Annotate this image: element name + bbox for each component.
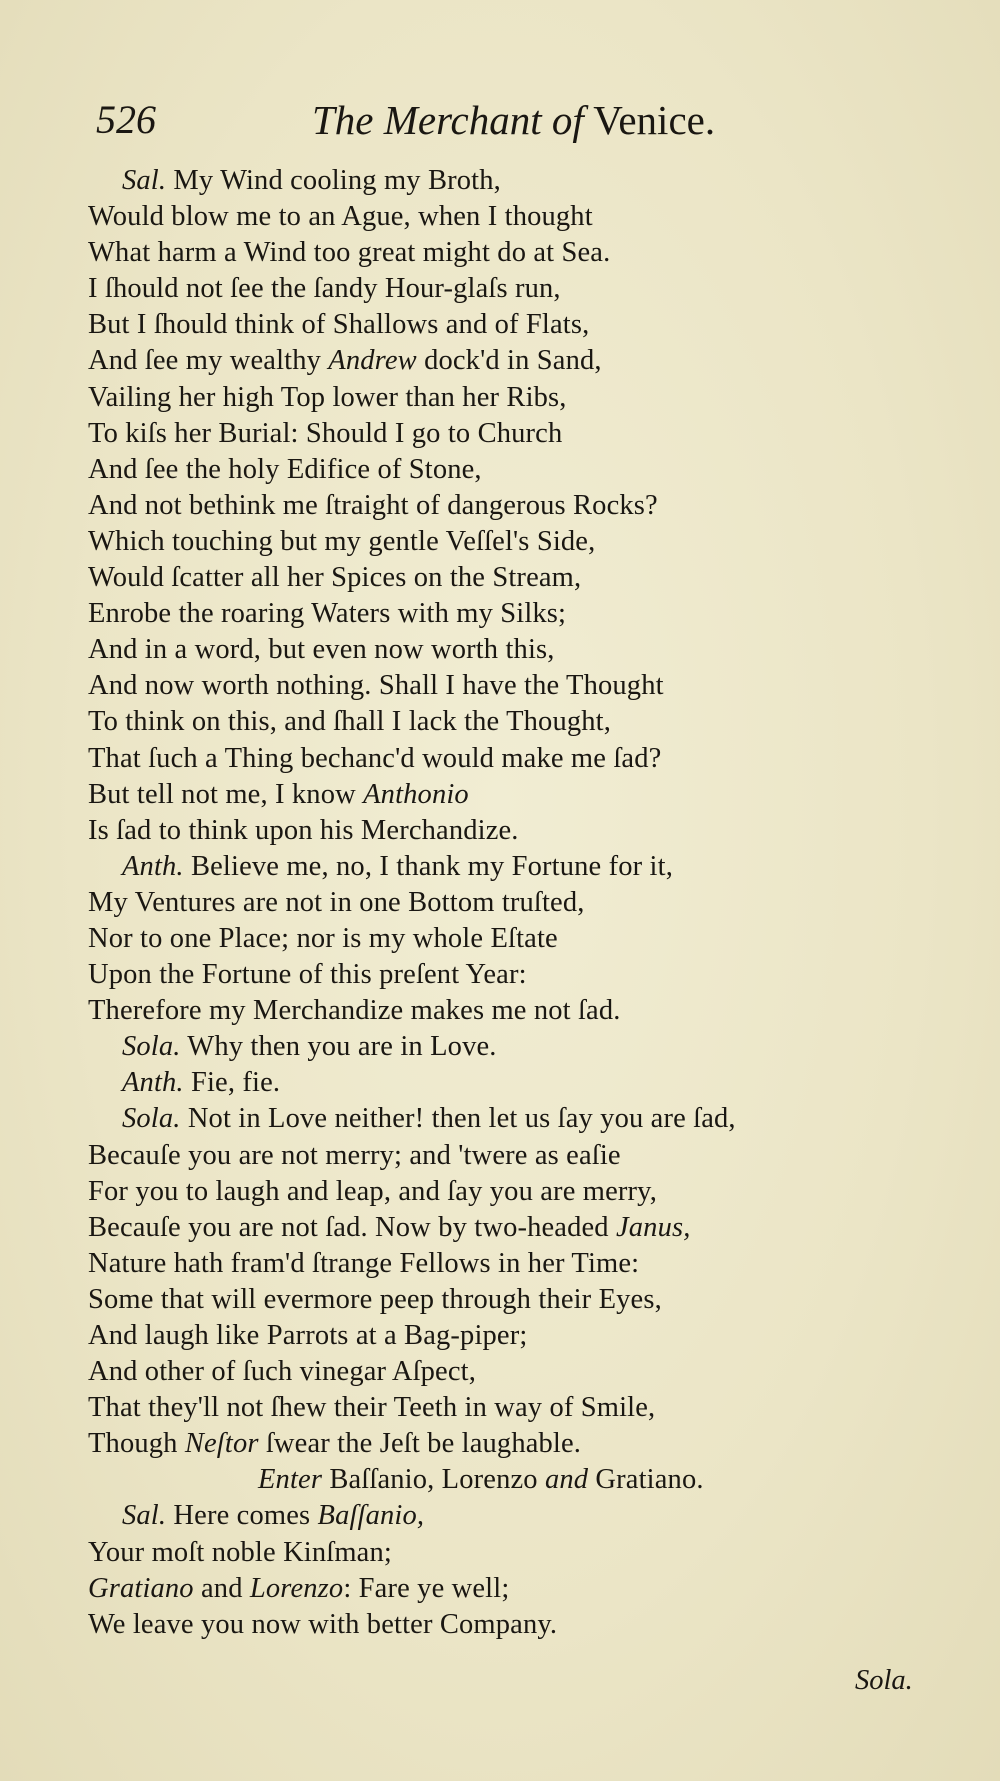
page-number: 526 <box>96 97 156 142</box>
text-line <box>88 1571 968 1607</box>
title-of: of <box>551 97 584 143</box>
line-text: My Wind cooling my Broth, <box>166 165 501 196</box>
line-text: Why then you are in Love. <box>180 1031 497 1063</box>
line-text: ſwear the Jeſt be laughable. <box>258 1428 582 1460</box>
text-line <box>88 343 968 379</box>
proper-name: Baſſanio, <box>317 1500 425 1532</box>
speaker-name: Sola. <box>122 1031 181 1063</box>
text-line: Is ſad to think upon his Merchandize. <box>88 814 519 846</box>
line-text: Becauſe you are not ſad. Now by two-headed <box>88 1211 616 1243</box>
running-title <box>312 92 715 148</box>
text-line: Your moſt noble Kinſman; <box>88 1536 392 1568</box>
text-line: That ſuch a Thing bechanc'd would make me ſad? <box>88 742 662 774</box>
text-line: We leave you now with better Company. <box>88 1608 558 1640</box>
running-head <box>0 92 1000 148</box>
text-line: Vailing her high Top lower than her Ribs, <box>88 381 567 413</box>
text-line: My Ventures are not in one Bottom truſted, <box>88 886 585 918</box>
text-line: Therefore my Merchandize makes me not ſad. <box>88 995 621 1027</box>
line-text: Here comes <box>166 1500 318 1532</box>
text-line: Some that will evermore peep through their Eyes, <box>88 1283 662 1315</box>
text-line: And laugh like Parrots at a Bag-piper; <box>88 1320 528 1351</box>
text-line: And not bethink me ſtraight of dangerous Rocks? <box>88 489 658 521</box>
text-line: And other of ſuch vinegar Aſpect, <box>88 1356 477 1388</box>
stage-names: Gratiano. <box>588 1464 704 1496</box>
proper-name: Lorenzo <box>249 1572 344 1604</box>
text-line: What harm a Wind too great might do at Sea. <box>88 237 611 269</box>
stage-names: Baſſanio, Lorenzo <box>322 1464 545 1496</box>
line-text: dock'd in Sand, <box>416 345 602 377</box>
stage-direction <box>88 1462 968 1498</box>
proper-name: Janus, <box>615 1211 691 1243</box>
line-text: : Fare ye well; <box>343 1572 510 1604</box>
proper-name: Gratiano <box>88 1572 194 1604</box>
text-line: And ſee the holy Edifice of Stone, <box>88 453 482 485</box>
title-venice: Venice. <box>593 97 716 143</box>
text-line: For you to laugh and leap, and ſay you are merry, <box>88 1175 658 1207</box>
line-text: Believe me, no, I thank my Fortune for it, <box>183 850 673 882</box>
stage-and: and <box>544 1464 589 1496</box>
text-line: To kiſs her Burial: Should I go to Church <box>88 417 563 449</box>
text-line <box>88 1029 968 1065</box>
proper-name: Anthonio <box>363 778 469 810</box>
text-line <box>88 1101 968 1137</box>
text-line: Nature hath fram'd ſtrange Fellows in her Time: <box>88 1247 640 1279</box>
text-line: That they'll not ſhew their Teeth in way of Smile, <box>88 1392 656 1424</box>
text-line <box>88 1210 968 1246</box>
line-text: and <box>193 1572 250 1604</box>
text-line: But I ſhould think of Shallows and of Flats, <box>88 309 590 341</box>
text-line: Would blow me to an Ague, when I thought <box>88 201 593 233</box>
text-line <box>88 777 968 813</box>
text-line: I ſhould not ſee the ſandy Hour-glaſs run, <box>88 273 561 305</box>
play-text <box>88 163 968 1643</box>
text-line: Which touching but my gentle Veſſel's Side, <box>88 525 596 557</box>
line-text: Fie, fie. <box>183 1067 281 1099</box>
title-italic: The Merchant <box>312 97 542 143</box>
text-line <box>88 1065 968 1101</box>
text-line: Becauſe you are not merry; and 'twere as eaſie <box>88 1139 621 1171</box>
speaker-name: Sal. <box>122 1500 167 1532</box>
text-line: To think on this, and ſhall I lack the Thought, <box>88 706 611 738</box>
line-text: But tell not me, I know <box>88 778 364 810</box>
line-text: Not in Love neither! then let us ſay you are ſad, <box>180 1103 736 1135</box>
speaker-name: Sal. <box>122 165 167 196</box>
stage-enter: Enter <box>258 1464 323 1496</box>
text-line <box>88 163 968 199</box>
speaker-name: Anth. <box>122 1067 184 1099</box>
text-line: Nor to one Place; nor is my whole Eſtate <box>88 922 558 954</box>
catchword: Sola. <box>855 1665 913 1696</box>
text-line: Would ſcatter all her Spices on the Stream, <box>88 562 582 594</box>
line-text: And ſee my wealthy <box>88 345 329 377</box>
speaker-name: Sola. <box>122 1103 181 1135</box>
line-text: Though <box>88 1428 185 1460</box>
proper-name: Neſtor <box>184 1428 259 1460</box>
speaker-name: Anth. <box>122 850 184 882</box>
text-line <box>88 1426 968 1462</box>
text-line: Upon the Fortune of this preſent Year: <box>88 959 527 991</box>
text-line <box>88 849 968 885</box>
proper-name: Andrew <box>328 345 417 377</box>
text-line <box>88 1498 968 1534</box>
text-line: Enrobe the roaring Waters with my Silks; <box>88 598 567 630</box>
text-line: And in a word, but even now worth this, <box>88 634 555 666</box>
text-line: And now worth nothing. Shall I have the Thought <box>88 670 664 702</box>
